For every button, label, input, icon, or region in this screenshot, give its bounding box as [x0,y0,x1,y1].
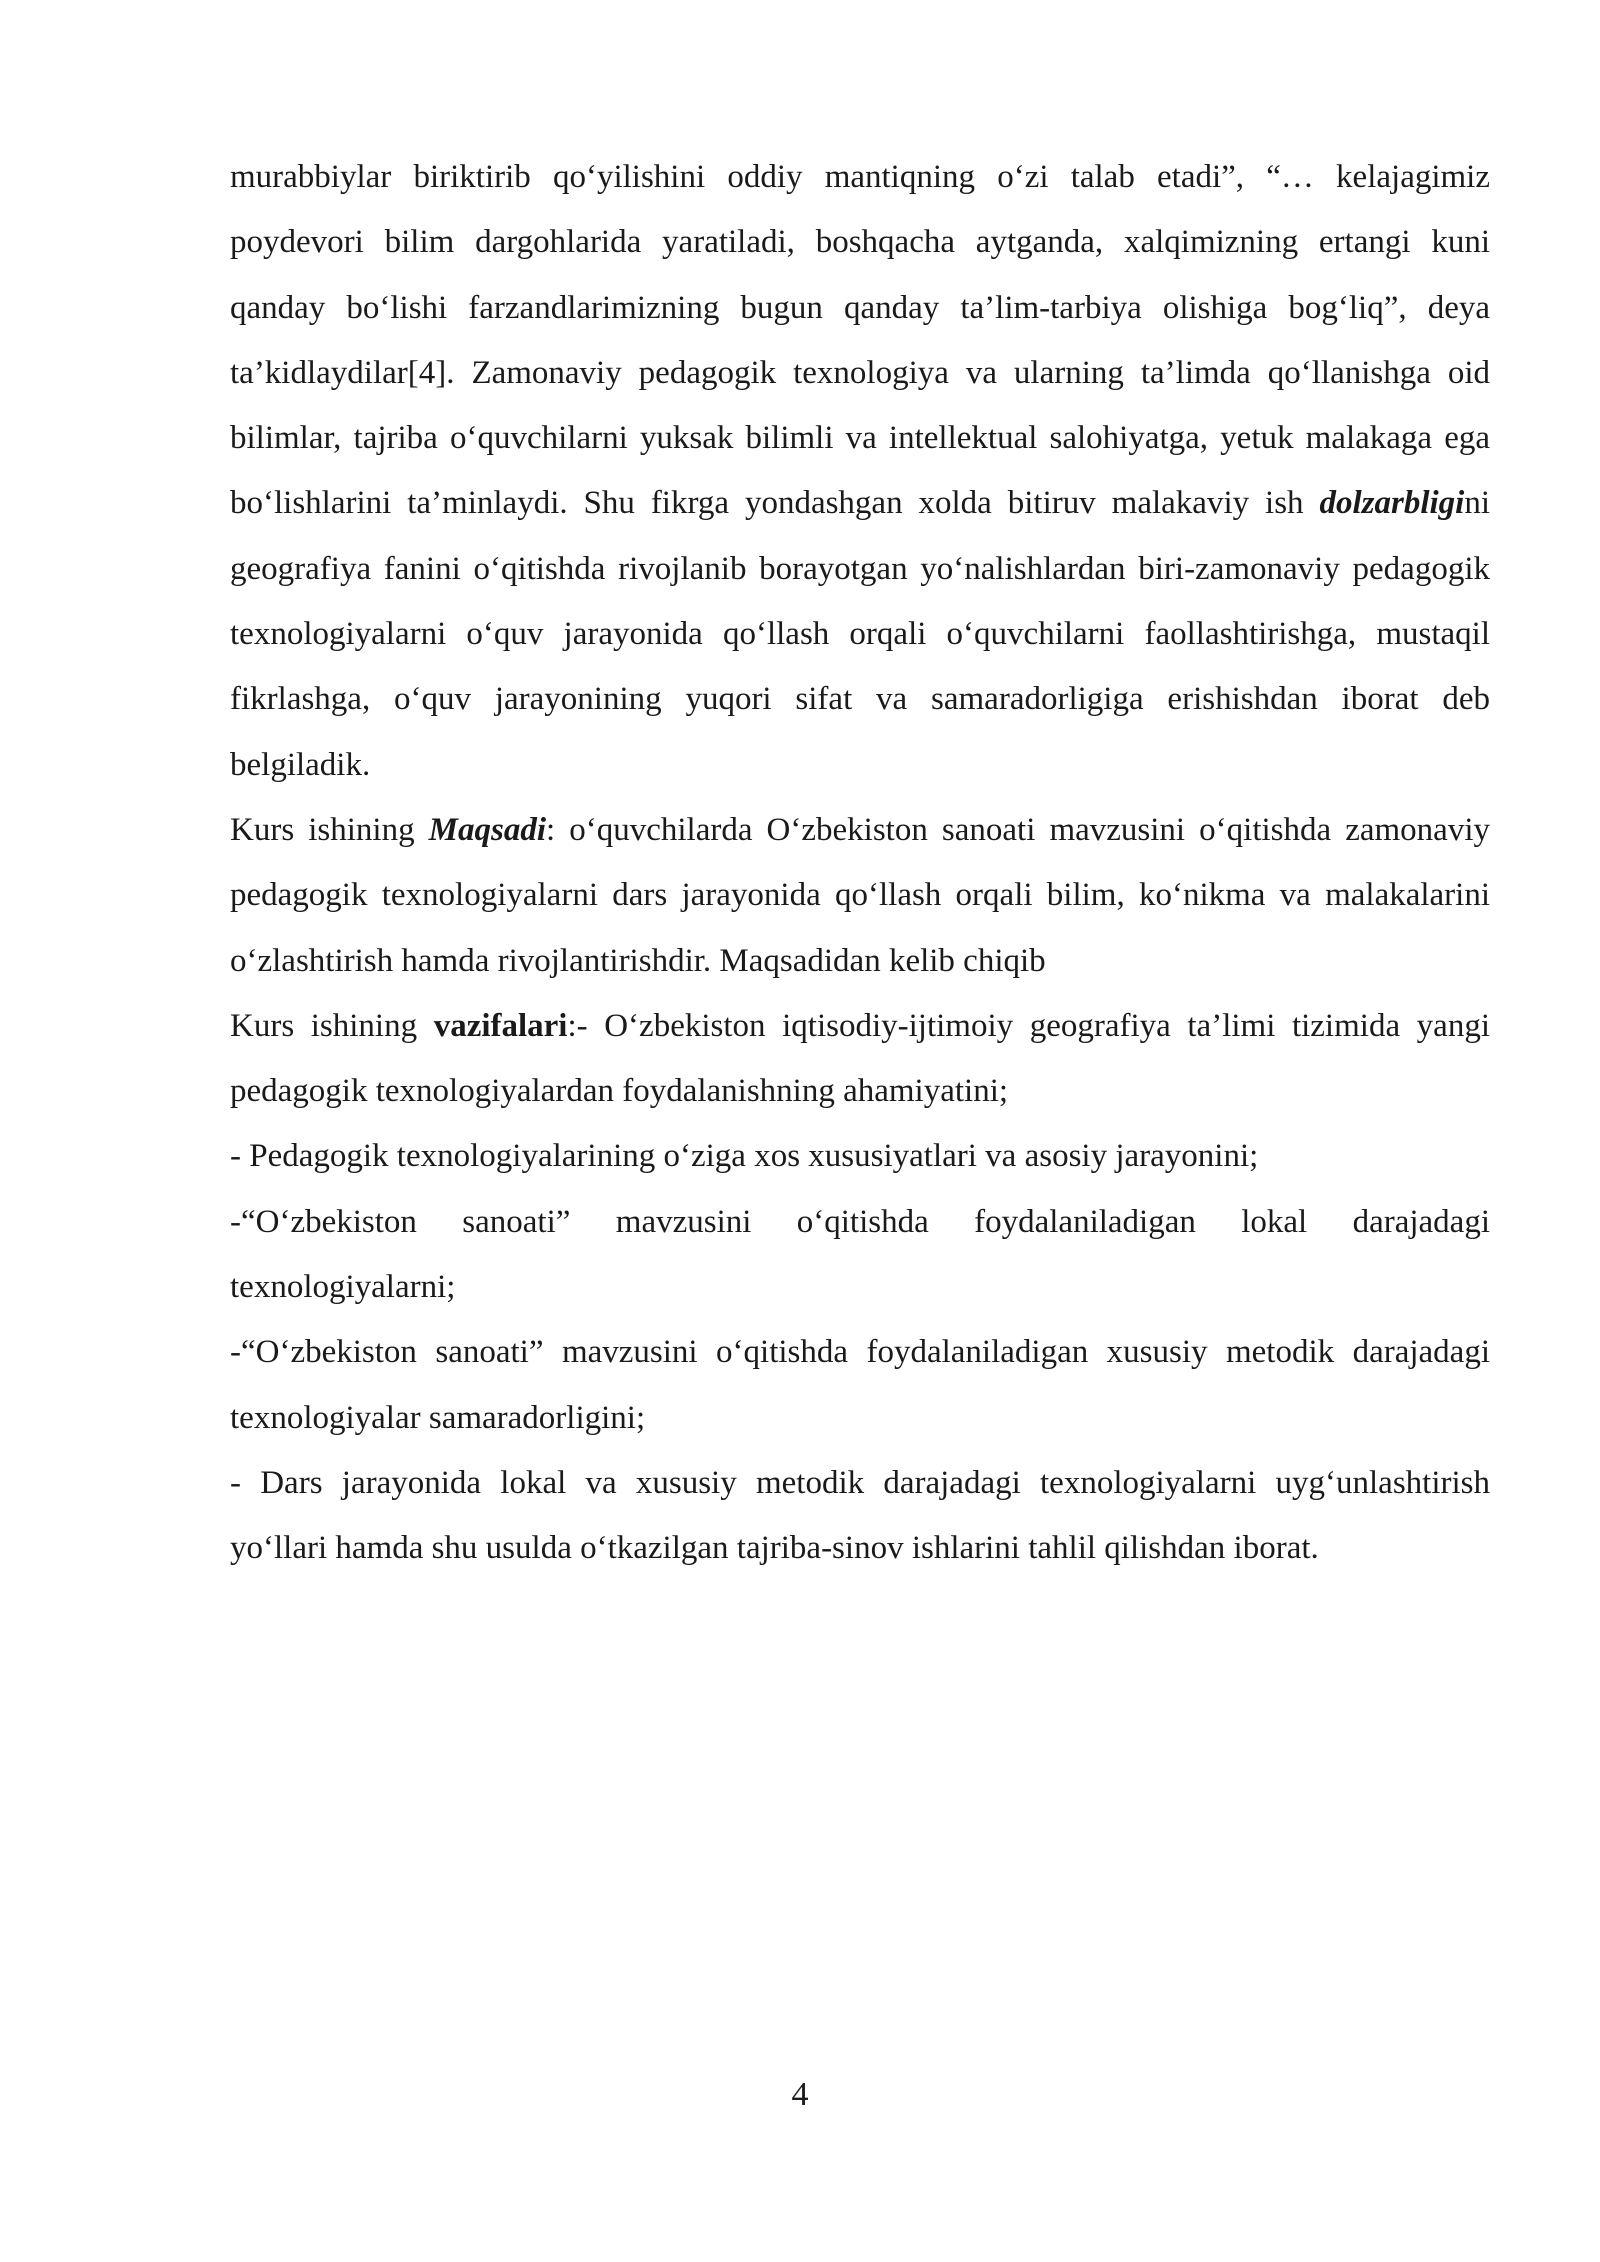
paragraph-text: murabbiylar biriktirib qo‘yilishini oddiy mantiqning o‘zi talab etadi”, “… kelajagimiz poydevori bilim dargohlarida yaratiladi, boshqacha aytganda, xalqimizning ertangi kuni qanday bo‘lishi farzandlarimizning bugun qanday ta’lim-tarbiya olishiga bog‘liq”, deya ta’kidlaydilar[4]. Zamonaviy pedagogik texnologiya va ularning ta’limda qo‘llanishga oid bilimlar, tajriba o‘quvchilarni yuksak bilimli va intellektual salohiyatga, yetuk malakaga ega bo‘lishlarini ta’minlaydi. Shu fikrga yondashgan xolda bitiruv malakaviy ish [230,159,1490,522]
paragraph-text: ni geografiya fanini o‘qitishda rivojlanib borayotgan yo‘nalishlardan biri-zamonaviy pedagogik texnologiyalarni o‘quv jarayonida qo‘llash orqali o‘quvchilarni faollashtirishga, mustaqil fikrlashga, o‘quv jarayonining yuqori sifat va samaradorligiga erishishdan iborat deb belgiladik. [230,485,1490,783]
paragraph-tasks [230,994,1490,1125]
paragraph-goal [230,798,1490,994]
paragraph-relevance [230,145,1490,798]
task-item-local-technologies: -“O‘zbekiston sanoati” mavzusini o‘qitishda foydalaniladigan lokal darajadagi texnologiyalarni; [230,1203,1490,1306]
paragraph-text: Kurs ishining [230,1007,434,1044]
emphasis-vazifalari: vazifalari [433,1007,568,1044]
body-text [230,145,1490,1582]
task-item-integration: - Dars jarayonida lokal va xususiy metodik darajadagi texnologiyalarni uyg‘unlashtirish yo‘llari hamda shu usulda o‘tkazilgan tajriba-sinov ishlarini tahlil qilishdan iborat. [230,1464,1490,1567]
task-item-methodical-technologies: -“O‘zbekiston sanoati” mavzusini o‘qitishda foydalaniladigan xususiy metodik darajadagi texnologiyalar samaradorligini; [230,1334,1490,1436]
paragraph-text: : o‘quvchilarda O‘zbekiston sanoati mavzusini o‘qitishda zamonaviy pedagogik texnologiyalarni dars jarayonida qo‘llash orqali bilim, ko‘nikma va malakalarini o‘zlashtirish hamda rivojlantirishdir. Maqsadidan kelib chiqib [230,811,1490,979]
task-item-features: - Pedagogik texnologiyalarining o‘ziga xos xususiyatlari va asosiy jarayonini; [230,1138,1259,1175]
emphasis-maqsadi: Maqsadi [428,811,546,848]
emphasis-dolzarbligi: dolzarbligi [1319,485,1465,522]
page-number: 4 [791,2076,809,2113]
paragraph-text: :- O‘zbekiston iqtisodiy-ijtimoiy geografiya ta’limi tizimida yangi pedagogik texnologiyalardan foydalanishning ahamiyatini; [230,1007,1490,1110]
paragraph-text: Kurs ishining [230,811,429,848]
